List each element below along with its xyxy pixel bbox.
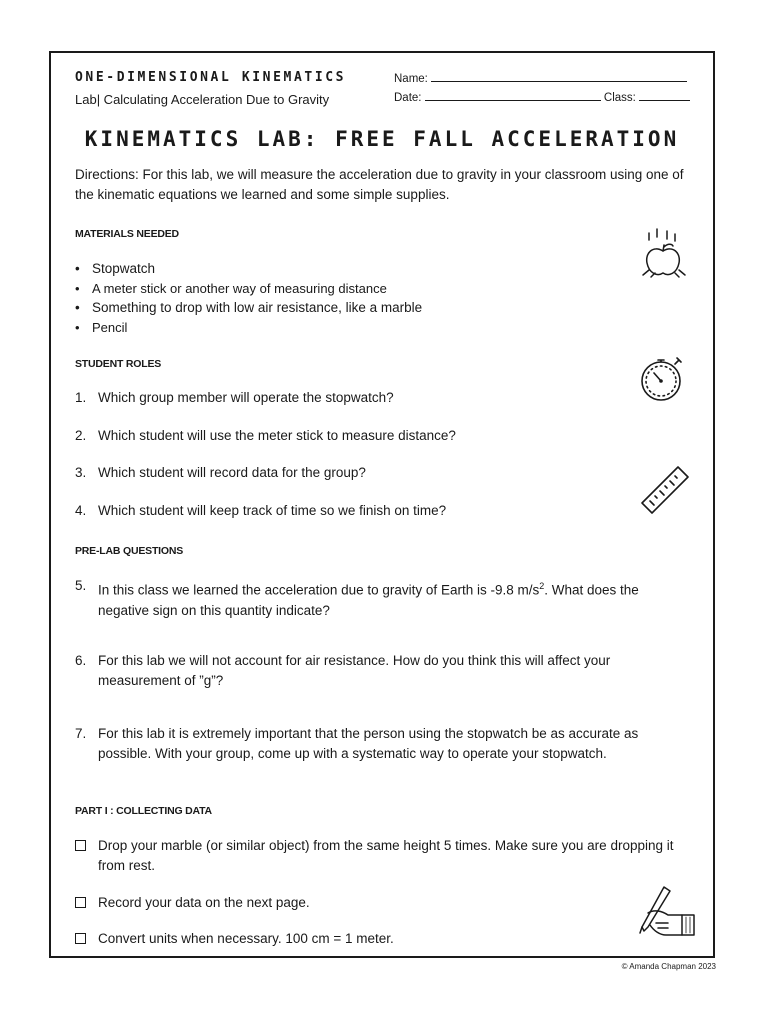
prelab-heading: PRE-LAB QUESTIONS [75,545,184,557]
question-text: Which group member will operate the stopwatch? [98,390,394,405]
question-text: Which student will use the meter stick to measure distance? [98,428,456,443]
falling-apple-icon [639,225,689,285]
q5-text-start: In this class we learned the acceleration due to gravity of Earth is -9.8 m/s [98,582,540,598]
checklist-item[interactable] [75,836,695,876]
checklist-text: Convert units when necessary. 100 cm = 1 meter. [98,931,394,946]
question-number: 4. [75,503,87,518]
directions-paragraph [75,165,695,205]
q5-text-end: . What does the negative sign on this quantity indicate? [98,582,639,618]
checklist-item[interactable] [75,929,695,949]
question-number: 3. [75,465,87,480]
checkbox[interactable] [75,840,86,851]
stopwatch-icon [639,349,689,405]
unit-title: ONE-DIMENSIONAL KINEMATICS [75,70,347,85]
copyright-footer: © Amanda Chapman 2023 [621,962,716,971]
question-6 [75,651,675,691]
name-line[interactable] [431,70,687,82]
name-field[interactable] [394,70,687,85]
list-item: • Stopwatch [75,259,422,279]
part1-heading: PART I : COLLECTING DATA [75,805,212,817]
checkbox[interactable] [75,933,86,944]
question-text: For this lab we will not account for air resistance. How do you think this will affect your measurement of ”g”? [98,653,611,688]
question-number: 1. [75,390,87,405]
page-title: KINEMATICS LAB: FREE FALL ACCELERATION [84,127,680,151]
q5-superscript: 2 [539,581,545,591]
hand-writing-icon [634,883,698,941]
question-number: 6. [75,653,87,668]
question-number: 7. [75,726,87,741]
date-label: Date: [394,92,422,104]
list-item: • A meter stick or another way of measuring distance [75,279,422,299]
question-text [98,576,675,621]
list-item [75,463,675,483]
question-5 [75,576,675,621]
list-item: • Pencil [75,318,422,338]
worksheet-frame [49,51,715,958]
list-item [75,501,675,521]
class-label: Class: [603,92,636,104]
question-7 [75,724,675,764]
checklist-text: Record your data on the next page. [98,895,310,910]
question-text: For this lab it is extremely important that the person using the stopwatch be as accurate as possible. With your group, come up with a systematic way to operate your stopwatch. [98,726,639,761]
name-label: Name: [394,73,428,85]
materials-list [75,259,422,337]
list-item [75,388,675,408]
materials-heading: MATERIALS NEEDED [75,228,179,240]
checkbox[interactable] [75,897,86,908]
question-number: 5. [75,578,87,593]
directions-label: Directions [75,167,136,182]
roles-heading: STUDENT ROLES [75,358,162,370]
date-line[interactable] [425,89,601,101]
list-item [75,426,675,446]
date-class-field[interactable] [394,89,690,104]
list-item: • Something to drop with low air resistance, like a marble [75,298,422,318]
question-text: Which student will keep track of time so we finish on time? [98,503,447,518]
ruler-icon [636,461,694,519]
directions-text: : For this lab, we will measure the acceleration due to gravity in your classroom using one of the kinematic equations we learned and some simple supplies. [75,167,684,202]
question-text: Which student will record data for the group? [98,465,366,480]
checklist-item[interactable] [75,893,695,913]
question-number: 2. [75,428,87,443]
checklist-text: Drop your marble (or similar object) from the same height 5 times. Make sure you are dropping it from rest. [98,838,674,873]
class-line[interactable] [639,89,690,101]
lab-subtitle: Lab| Calculating Acceleration Due to Gravity [75,92,330,107]
